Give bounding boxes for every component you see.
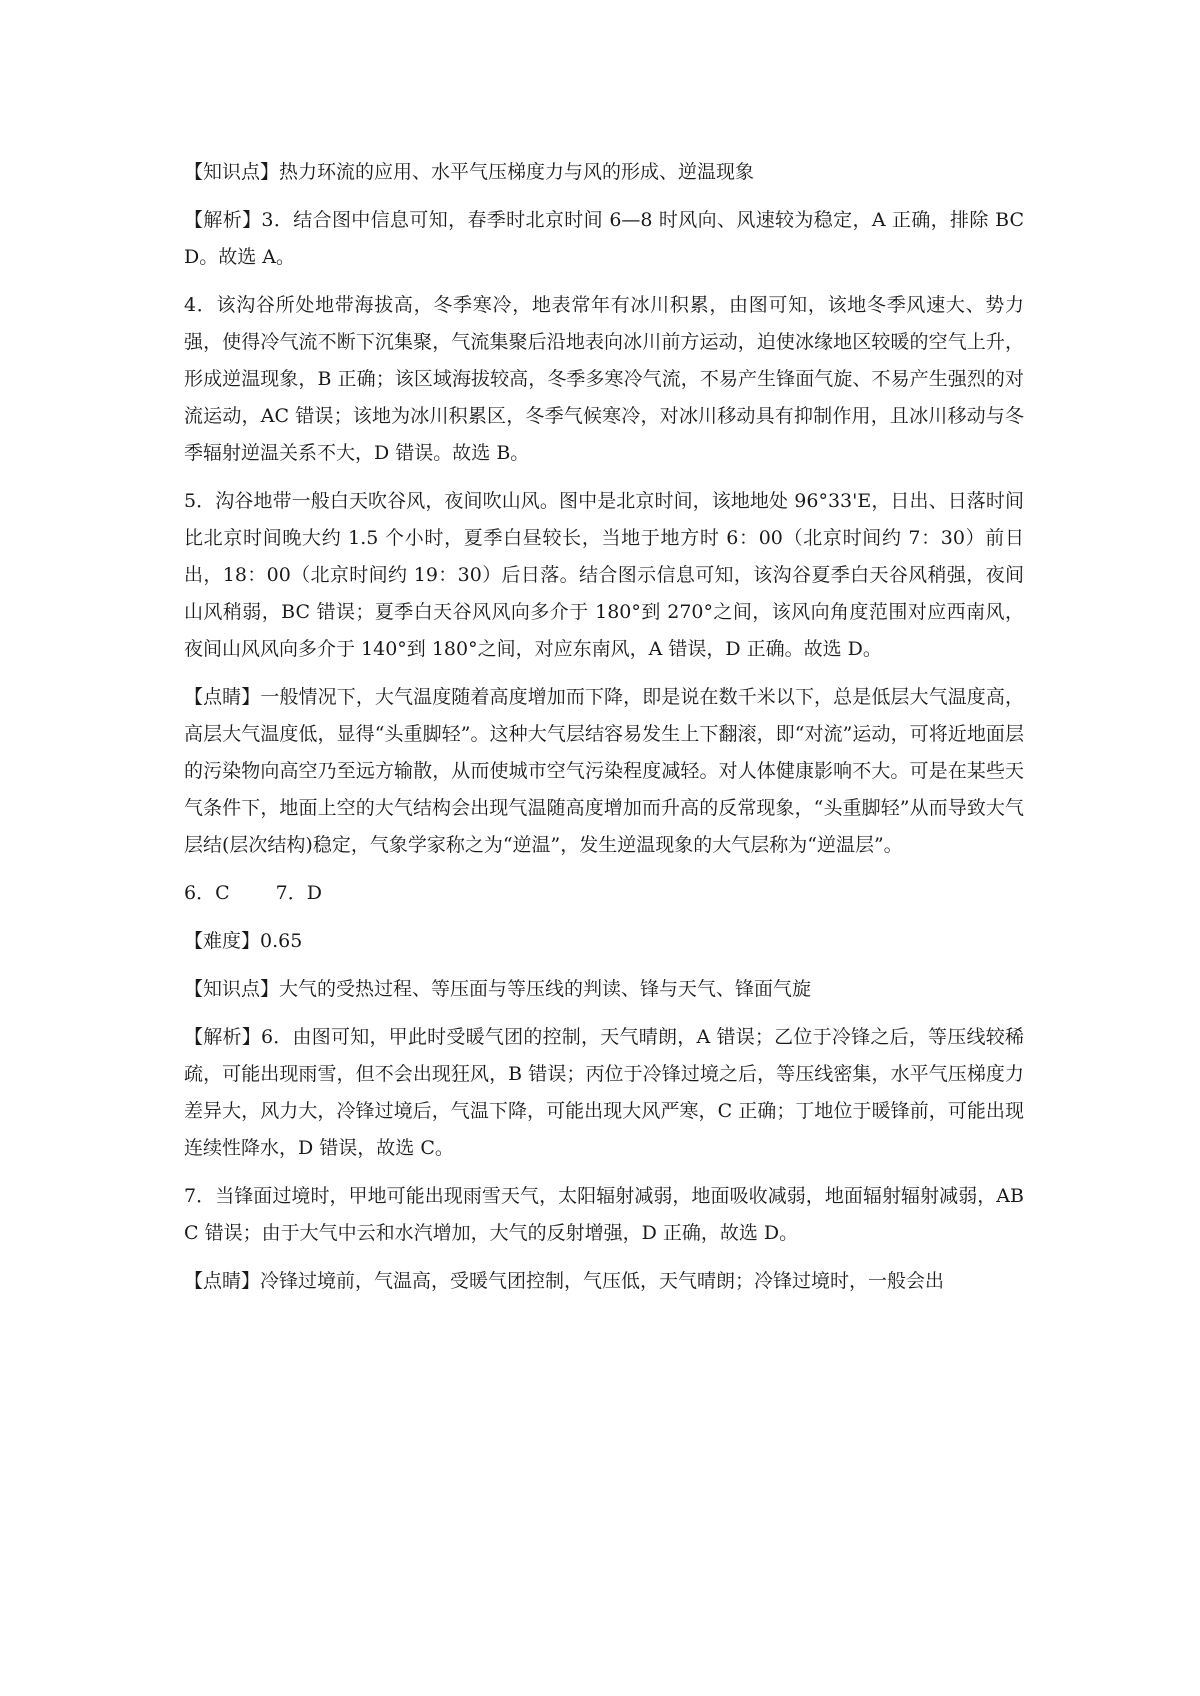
- key-point-paragraph: 【点睛】一般情况下，大气温度随着高度增加而下降，即是说在数千米以下，总是低层大气温度高，高层大气温度低，显得“头重脚轻”。这种大气层结容易发生上下翻滚，即“对流”运动，可将近地面层的污染物向高空乃至远方输散，从而使城市空气污染程度减轻。对人体健康影响不大。可是在某些天气条件下，地面上空的大气结构会出现气温随高度增加而升高的反常现象，“头重脚轻”从而导致大气层结(层次结构)稳定，气象学家称之为“逆温”，发生逆温现象的大气层称为“逆温层”。: [184, 686, 1024, 856]
- analysis-q3-paragraph: 【解析】3．结合图中信息可知，春季时北京时间 6—8 时风向、风速较为稳定，A 正确，排除 BCD。故选 A。: [184, 209, 1024, 268]
- key-point-paragraph-2: 【点睛】冷锋过境前，气温高，受暖气团控制，气压低，天气晴朗；冷锋过境时，一般会出: [184, 1270, 945, 1292]
- answer-line: [184, 875, 1024, 912]
- analysis-q7-paragraph: 7．当锋面过境时，甲地可能出现雨雪天气，太阳辐射减弱，地面吸收减弱，地面辐射辐射减弱，ABC 错误；由于大气中云和水汽增加，大气的反射增强，D 正确，故选 D。: [184, 1185, 1024, 1244]
- analysis-q5-paragraph: 5．沟谷地带一般白天吹谷风，夜间吹山风。图中是北京时间，该地地处 96°33'E，日出、日落时间比北京时间晚大约 1.5 个小时，夏季白昼较长，当地于地方时 6：00（北京时间约 7：30）前日出，18：00（北京时间约 19：30）后日落。结合图示信息可知，该沟谷夏季白天谷风稍强，夜间山风稍弱，BC 错误；夏季白天谷风风向多介于 180°到 270°之间，该风向角度范围对应西南风，夜间山风风向多介于 140°到 180°之间，对应东南风，A 错误，D 正确。故选 D。: [184, 490, 1024, 660]
- knowledge-points-paragraph: 【知识点】热力环流的应用、水平气压梯度力与风的形成、逆温现象: [184, 161, 755, 183]
- analysis-q4-paragraph: 4．该沟谷所处地带海拔高，冬季寒冷，地表常年有冰川积累，由图可知，该地冬季风速大、势力强，使得冷气流不断下沉集聚，气流集聚后沿地表向冰川前方运动，迫使冰缘地区较暖的空气上升，形成逆温现象，B 正确；该区域海拔较高，冬季多寒冷气流，不易产生锋面气旋、不易产生强烈的对流运动，AC 错误；该地为冰川积累区，冬季气候寒冷，对冰川移动具有抑制作用，且冰川移动与冬季辐射逆温关系不大，D 错误。故选 B。: [184, 294, 1024, 464]
- answer-q6: 6．C: [184, 882, 230, 904]
- analysis-q6-paragraph: 【解析】6．由图可知，甲此时受暖气团的控制，天气晴朗，A 错误；乙位于冷锋之后，等压线较稀疏，可能出现雨雪，但不会出现狂风，B 错误；丙位于冷锋过境之后，等压线密集，水平气压梯度力差异大，风力大，冷锋过境后，气温下降，可能出现大风严寒，C 正确；丁地位于暖锋前，可能出现连续性降水，D 错误，故选 C。: [184, 1026, 1024, 1159]
- knowledge-points-paragraph-2: 【知识点】大气的受热过程、等压面与等压线的判读、锋与天气、锋面气旋: [184, 978, 812, 1000]
- difficulty-paragraph: 【难度】0.65: [184, 930, 303, 952]
- answer-q7: 7．D: [275, 882, 322, 904]
- document-body: [184, 154, 1024, 1311]
